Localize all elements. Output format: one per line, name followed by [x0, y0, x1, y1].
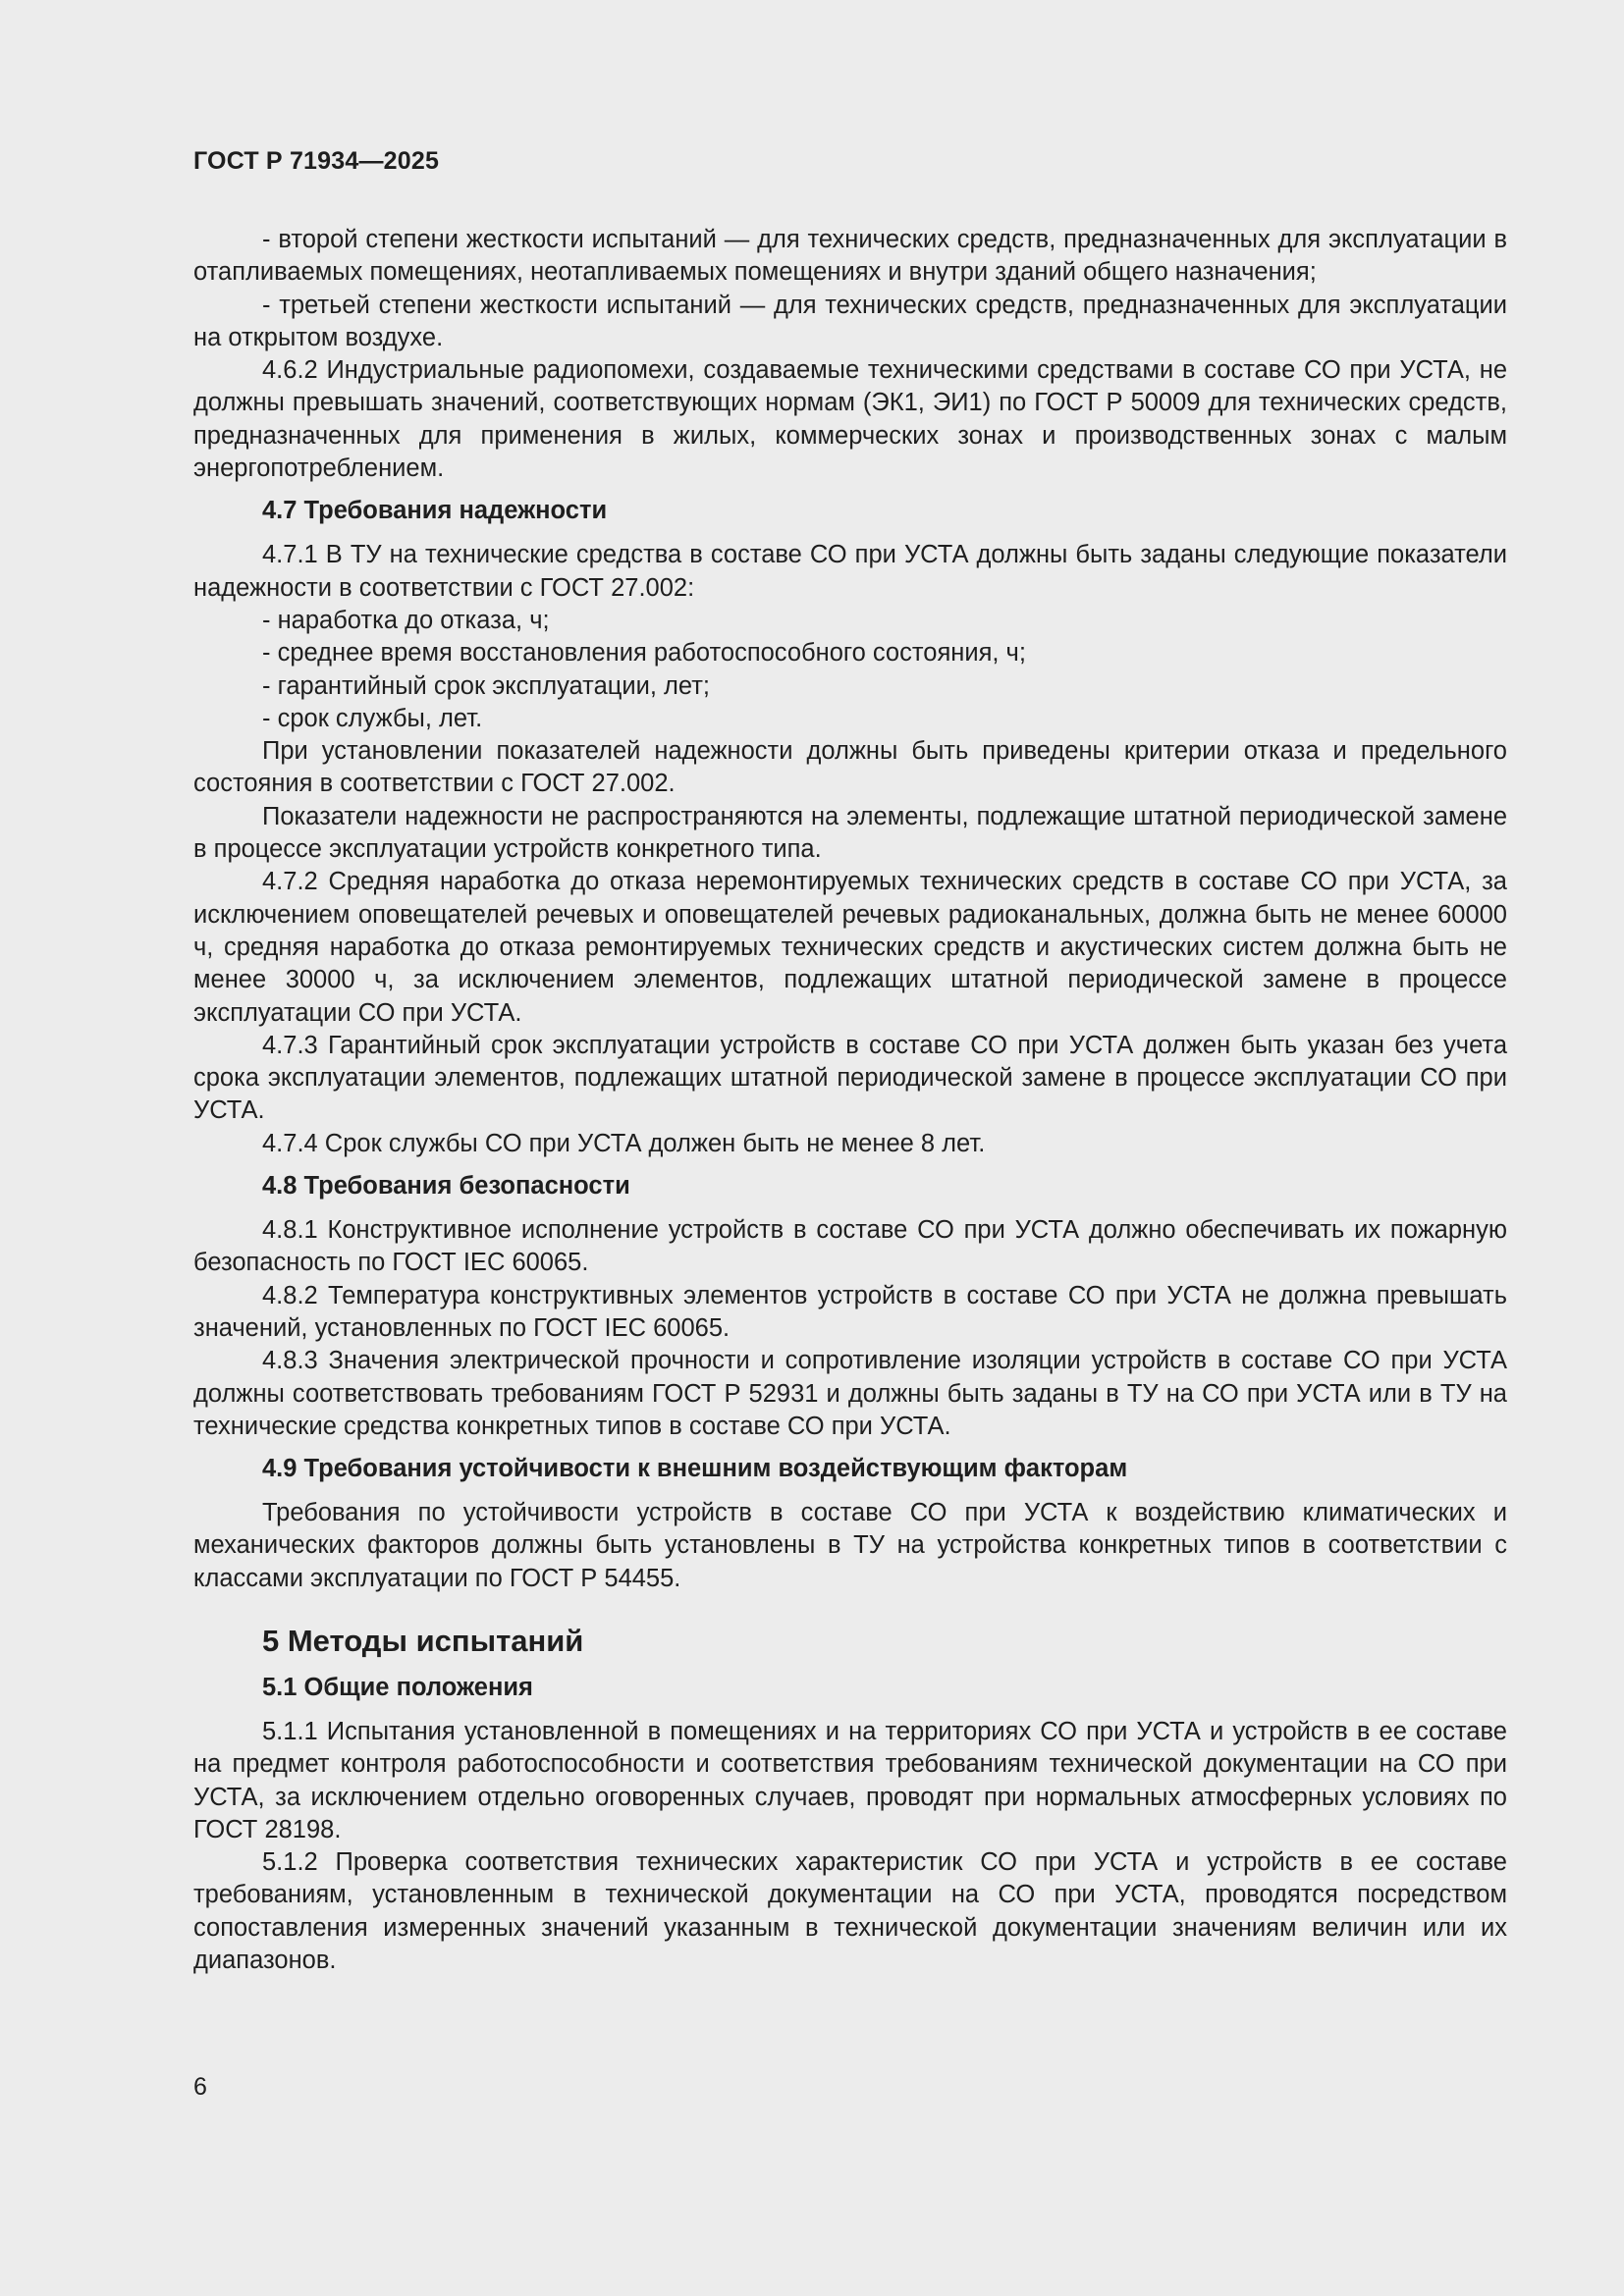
paragraph: 4.8.1 Конструктивное исполнение устройств в составе СО при УСТА должно обеспечивать их пожарную безопасность по ГОСТ IEC 60065.: [193, 1216, 1507, 1277]
paragraph: 4.8.2 Температура конструктивных элементов устройств в составе СО при УСТА не должна превышать значений, установленных по ГОСТ IEC 60065.: [193, 1281, 1507, 1342]
paragraph: 4.7.4 Срок службы СО при УСТА должен быть не менее 8 лет.: [262, 1129, 986, 1157]
document-code-header: ГОСТ Р 71934—2025: [193, 147, 440, 175]
paragraph: 5.1.1 Испытания установленной в помещениях и на территориях СО при УСТА и устройств в ее составе на предмет контроля работоспособности и соответствия требованиям технической документации на СО при УСТА, за исключением отдельно оговоренных случаев, проводят при нормальных атмосферных условиях по ГОСТ 28198.: [193, 1717, 1507, 1843]
paragraph: 4.6.2 Индустриальные радиопомехи, создаваемые техническими средствами в составе СО при УСТА, не должны превышать значений, соответствующих нормам (ЭК1, ЭИ1) по ГОСТ Р 50009 для технических средств, предназначенных для применения в жилых, коммерческих зонах и производственных зонах с малым энергопотреблением.: [193, 356, 1507, 483]
list-item: - наработка до отказа, ч;: [262, 606, 550, 634]
chapter-heading-5: 5 Методы испытаний: [262, 1623, 584, 1658]
document-body: [193, 224, 1507, 1977]
section-heading-4-9: 4.9 Требования устойчивости к внешним воздействующим факторам: [262, 1455, 1128, 1483]
paragraph: 4.7.1 В ТУ на технические средства в составе СО при УСТА должны быть заданы следующие показатели надежности в соответствии с ГОСТ 27.002:: [193, 541, 1507, 602]
paragraph: Требования по устойчивости устройств в составе СО при УСТА к воздействию климатических и механических факторов должны быть установлены в ТУ на устройства конкретных типов в соответствии с классами эксплуатации по ГОСТ Р 54455.: [193, 1499, 1507, 1592]
paragraph: - третьей степени жесткости испытаний — для технических средств, предназначенных для эксплуатации на открытом воздухе.: [193, 291, 1507, 351]
section-heading-4-7: 4.7 Требования надежности: [262, 497, 608, 525]
paragraph: 4.7.2 Средняя наработка до отказа неремонтируемых технических средств в составе СО при УСТА, за исключением оповещателей речевых и оповещателей речевых радиоканальных, должна быть не менее 60000 ч, средняя наработка до отказа ремонтируемых технических средств и акустических систем должна быть не менее 30000 ч, за исключением элементов, подлежащих штатной периодической замене в процессе эксплуатации СО при УСТА.: [193, 868, 1507, 1027]
list-item: - срок службы, лет.: [262, 704, 483, 732]
list-item: - среднее время восстановления работоспособного состояния, ч;: [262, 639, 1026, 667]
paragraph: - второй степени жесткости испытаний — для технических средств, предназначенных для эксплуатации в отапливаемых помещениях, неотапливаемых помещениях и внутри зданий общего назначения;: [193, 226, 1507, 287]
paragraph: 5.1.2 Проверка соответствия технических характеристик СО при УСТА и устройств в ее составе требованиям, установленным в технической документации на СО при УСТА, проводятся посредством сопоставления измеренных значений указанным в технической документации значениям величин или их диапазонов.: [193, 1848, 1507, 1975]
page-number: 6: [193, 2073, 207, 2101]
paragraph: 4.8.3 Значения электрической прочности и сопротивление изоляции устройств в составе СО при УСТА должны соответствовать требованиям ГОСТ Р 52931 и должны быть заданы в ТУ на СО при УСТА или в ТУ на технические средства конкретных типов в составе СО при УСТА.: [193, 1347, 1507, 1440]
section-heading-5-1: 5.1 Общие положения: [262, 1673, 533, 1701]
list-item: - гарантийный срок эксплуатации, лет;: [262, 671, 710, 700]
paragraph: При установлении показателей надежности должны быть приведены критерии отказа и предельного состояния в соответствии с ГОСТ 27.002.: [193, 737, 1507, 798]
paragraph: 4.7.3 Гарантийный срок эксплуатации устройств в составе СО при УСТА должен быть указан без учета срока эксплуатации элементов, подлежащих штатной периодической замене в процессе эксплуатации СО при УСТА.: [193, 1031, 1507, 1125]
paragraph: Показатели надежности не распространяются на элементы, подлежащие штатной периодической замене в процессе эксплуатации устройств конкретного типа.: [193, 802, 1507, 864]
section-heading-4-8: 4.8 Требования безопасности: [262, 1172, 630, 1201]
